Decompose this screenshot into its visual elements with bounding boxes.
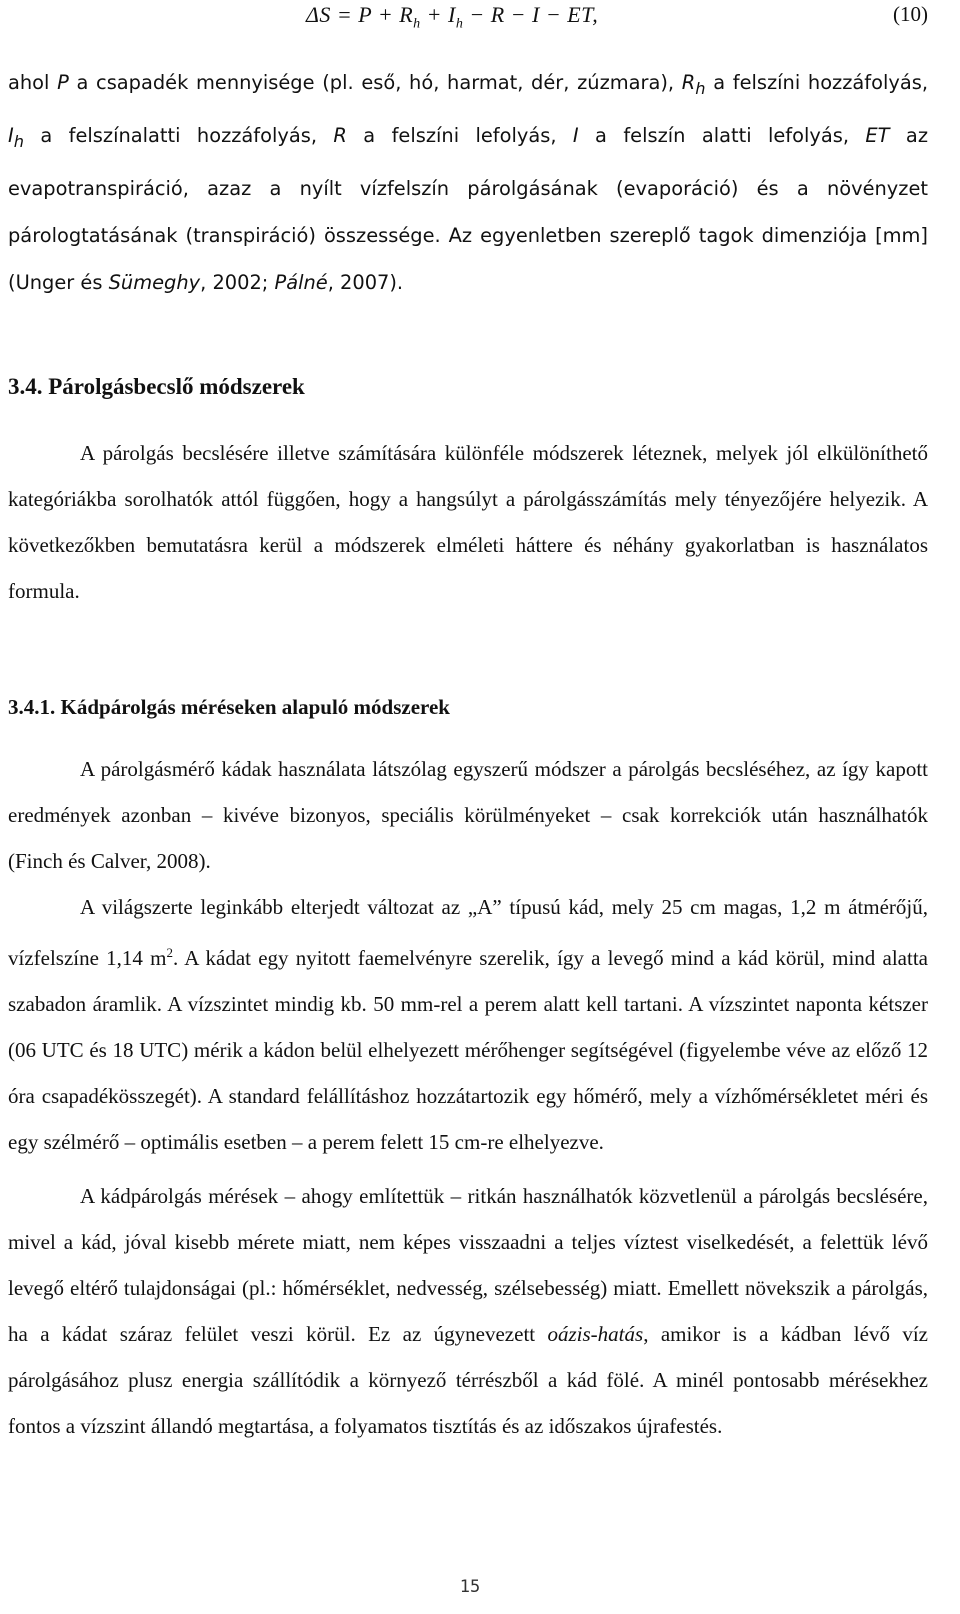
paragraph-methods-intro: A párolgás becslésére illetve számítására különféle módszerek léteznek, melyek jól elkülöníthető kategóriákba sorolhatók attól függően, hogy a hangsúlyt a párolgásszámítás mely tényezőjére helyezik. A következőkben bemutatásra kerül a módszerek elméleti háttere és néhány gyakorlatban is használatos formula. xyxy=(8,441,928,603)
paragraph-pan-limitations: A kádpárolgás mérések – ahogy említettük – ritkán használhatók közvetlenül a párolgás becslésére, mivel a kád, jóval kisebb mérete miatt, nem képes visszaadni a teljes víztest viselkedését, a felettük lévő levegő eltérő tulajdonságai (pl.: hőmérséklet, nedvesség, szélsebesség) miatt. Emellett növekszik a párolgás, ha a kádat száraz felület veszi körül. Ez az úgynevezett oázis-hatás, amikor is a kádban lévő víz párolgásához plusz energia szállítódik a környező térrészből a kád fölé. A minél pontosabb mérésekhez fontos a vízszint állandó megtartása, a folyamatos tisztítás és az időszakos újrafestés. xyxy=(8,1184,928,1438)
paragraph-equation-legend: ahol P a csapadék mennyisége (pl. eső, hó, harmat, dér, zúzmara), $R_h$ a felszíni hozzáfolyás, $I_h$ a felszínalatti hozzáfolyás, R a felszíni lefolyás, I a felszín alatti lefolyás, ET az evapotranspiráció, azaz a nyílt vízfelszín párolgásának (evaporáció) és a növényzet párologtatásának (transpiráció) összessége. Az egyenletben szereplő tagok dimenziója [mm] (Unger és Sümeghy, 2002; Pálné, 2007). xyxy=(8,71,929,294)
equation-10 xyxy=(8,0,928,40)
equation-number: (10) xyxy=(893,2,928,26)
paragraph-class-a-pan: A világszerte leginkább elterjedt változat az „A” típusú kád, mely 25 cm magas, 1,2 m átmérőjű, vízfelszíne 1,14 $m^2$. A kádat egy nyitott faemelvényre szerelik, így a levegő mind a kád körül, mind alatta szabadon áramlik. A vízszintet mindig kb. 50 mm-rel a perem alatt kell tartani. A vízszintet naponta kétszer (06 UTC és 18 UTC) mérik a kádon belül elhelyezett mérőhenger segítségével (figyelembe véve az előző 12 óra csapadékösszegét). A standard felállításhoz hozzátartozik egy hőmérő, mely a vízhőmérsékletet méri és egy szélmérő – optimális esetben – a perem felett 15 cm-re elhelyezve. xyxy=(8,895,928,1154)
paragraph-pan-methods: A párolgásmérő kádak használata látszólag egyszerű módszer a párolgás becsléséhez, az így kapott eredmények azonban – kivéve bizonyos, speciális körülményeket – csak korrekciók után használhatók (Finch és Calver, 2008). A világszerte leginkább elterjedt változat az „A” típusú kád, mely 25 cm magas, 1,2 m átmérőjű, vízfelszíne 1,14 $m^2$. A kádat egy nyitott faemelvényre szerelik, így a levegő mind a kád körül, mind alatta szabadon áramlik. A vízszintet mindig kb. 50 mm-rel a perem alatt kell tartani. A vízszintet naponta kétszer (06 UTC és 18 UTC) mérik a kádon belül elhelyezett mérőhenger segítségével (figyelembe véve az előző 12 óra csapadékösszegét). A standard felállításhoz hozzátartozik egy hőmérő, mely a vízhőmérsékletet méri és egy szélmérő – optimális esetben – a perem felett 15 cm-re elhelyezve. A kádpárolgás mérések – ahogy említettük – ritkán használhatók közvetlenül a párolgás becslésére, mivel a kád, jóval kisebb mérete miatt, nem képes visszaadni a teljes víztest viselkedését, a felettük lévő levegő eltérő tulajdonságai (pl.: hőmérséklet, nedvesség, szélsebesség) miatt. Emellett növekszik a párolgás, ha a kádat száraz felület veszi körül. Ez az úgynevezett oázis-hatás, amikor is a kádban lévő víz párolgásához plusz energia szállítódik a környező térrészből a kád fölé. A minél pontosabb mérésekhez fontos a vízszint állandó megtartása, a folyamatos tisztítás és az időszakos újrafestés. xyxy=(8,746,928,1449)
page-number: 15 xyxy=(459,1577,481,1597)
water-balance-formula: $\Delta S = P + R_h + I_h - R - I$ − ET, xyxy=(306,2,599,32)
section-heading-3-4-1: 3.4.1. Kádpárolgás méréseken alapuló módszerek xyxy=(8,695,450,719)
section-heading-3-4: 3.4. Párolgásbecslő módszerek xyxy=(8,374,305,399)
